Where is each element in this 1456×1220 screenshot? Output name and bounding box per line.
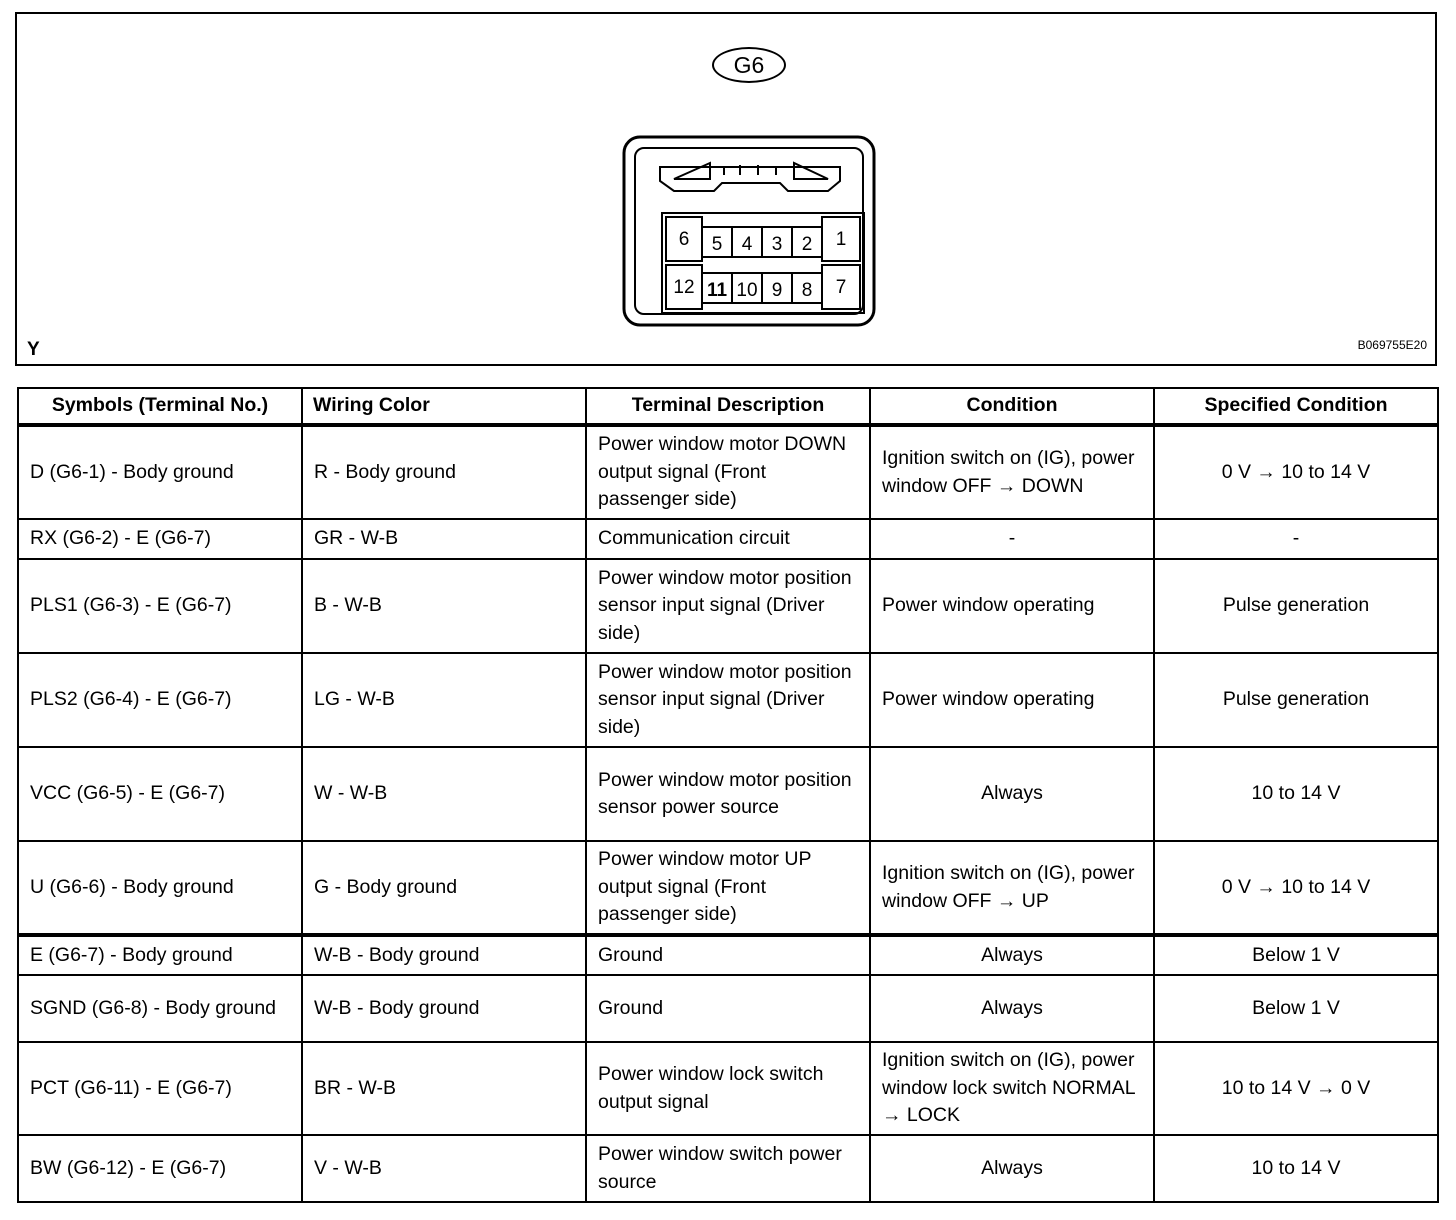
pin-label-2: 2 [801,234,813,255]
cell-description: Communication circuit [586,519,870,559]
table-row [18,975,1438,1042]
cell-wiring: BR - W-B [302,1042,586,1135]
cell-condition: Power window operating [870,653,1154,747]
latch-tab-left [674,163,710,179]
table-header-row [18,388,1438,425]
header-condition: Condition [870,388,1154,425]
pin-label-3: 3 [771,234,783,255]
header-wiring-color: Wiring Color [302,388,586,425]
cell-description: Power window motor DOWN output signal (Front passenger side) [586,425,870,519]
cell-specified: Below 1 V [1154,975,1438,1042]
header-specified-condition: Specified Condition [1154,388,1438,425]
cell-wiring: R - Body ground [302,425,586,519]
pin-label-12: 12 [673,277,695,298]
table-row [18,841,1438,935]
table-row [18,559,1438,653]
table-row [18,1135,1438,1202]
cell-wiring: LG - W-B [302,653,586,747]
table-row [18,1042,1438,1135]
cell-condition: Ignition switch on (IG), power window lock switch NORMAL → LOCK [870,1042,1154,1135]
cell-symbols: E (G6-7) - Body ground [18,935,302,975]
cell-description: Power window motor position sensor input signal (Driver side) [586,559,870,653]
pin-label-6: 6 [678,229,690,250]
cell-specified: 10 to 14 V [1154,747,1438,841]
cell-condition: - [870,519,1154,559]
cell-condition: Always [870,1135,1154,1202]
cell-specified: 10 to 14 V → 0 V [1154,1042,1438,1135]
connector-face-diagram [622,135,882,340]
pin-label-7: 7 [835,277,847,298]
header-symbols: Symbols (Terminal No.) [18,388,302,425]
connector-id-label: G6 [712,47,786,83]
cell-condition: Power window operating [870,559,1154,653]
table-row [18,747,1438,841]
cell-description: Ground [586,975,870,1042]
cell-symbols: RX (G6-2) - E (G6-7) [18,519,302,559]
cell-wiring: V - W-B [302,1135,586,1202]
cell-wiring: W-B - Body ground [302,935,586,975]
connector-figure [15,12,1437,366]
cell-wiring: W-B - Body ground [302,975,586,1042]
cell-condition: Ignition switch on (IG), power window OFF → UP [870,841,1154,935]
terminal-spec-table [17,387,1439,1203]
cell-specified: 0 V → 10 to 14 V [1154,425,1438,519]
cell-condition: Always [870,935,1154,975]
latch-center-slot [724,167,776,175]
cell-specified: 0 V → 10 to 14 V [1154,841,1438,935]
cell-wiring: G - Body ground [302,841,586,935]
view-label: Y [27,339,40,360]
cell-specified: - [1154,519,1438,559]
cell-specified: 10 to 14 V [1154,1135,1438,1202]
cell-symbols: VCC (G6-5) - E (G6-7) [18,747,302,841]
pin-label-9: 9 [771,280,783,301]
cell-condition: Always [870,975,1154,1042]
cell-wiring: B - W-B [302,559,586,653]
pin-label-10: 10 [736,280,758,301]
pin-label-8: 8 [801,280,813,301]
cell-symbols: PCT (G6-11) - E (G6-7) [18,1042,302,1135]
cell-description: Power window motor position sensor input signal (Driver side) [586,653,870,747]
cell-wiring: GR - W-B [302,519,586,559]
pin-label-1: 1 [835,229,847,250]
table-row [18,425,1438,519]
cell-symbols: PLS2 (G6-4) - E (G6-7) [18,653,302,747]
pin-label-5: 5 [711,234,723,255]
cell-specified: Pulse generation [1154,559,1438,653]
pin-label-11: 11 [706,280,728,301]
cell-description: Power window switch power source [586,1135,870,1202]
cell-specified: Below 1 V [1154,935,1438,975]
table-row [18,935,1438,975]
cell-symbols: SGND (G6-8) - Body ground [18,975,302,1042]
cell-symbols: D (G6-1) - Body ground [18,425,302,519]
latch-tab-right [794,163,828,179]
cell-description: Ground [586,935,870,975]
cell-description: Power window motor UP output signal (Front passenger side) [586,841,870,935]
cell-condition: Ignition switch on (IG), power window OFF → DOWN [870,425,1154,519]
cell-symbols: U (G6-6) - Body ground [18,841,302,935]
cell-description: Power window lock switch output signal [586,1042,870,1135]
cell-symbols: PLS1 (G6-3) - E (G6-7) [18,559,302,653]
header-terminal-description: Terminal Description [586,388,870,425]
pin-label-4: 4 [741,234,753,255]
cell-wiring: W - W-B [302,747,586,841]
cell-condition: Always [870,747,1154,841]
cell-description: Power window motor position sensor power source [586,747,870,841]
table-row [18,519,1438,559]
figure-code: B069755E20 [1357,338,1427,352]
cell-specified: Pulse generation [1154,653,1438,747]
table-row [18,653,1438,747]
cell-symbols: BW (G6-12) - E (G6-7) [18,1135,302,1202]
